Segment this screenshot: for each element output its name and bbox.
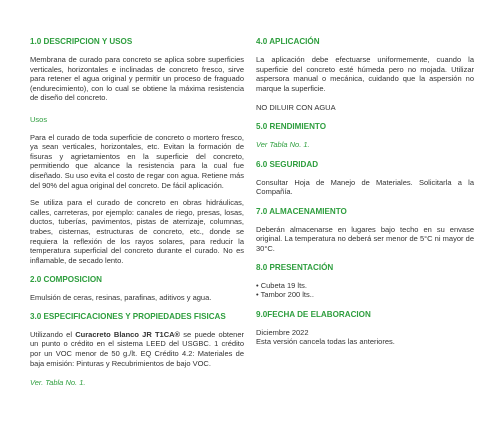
section-title-especificaciones: 3.0 ESPECIFICACIONES Y PROPIEDADES FISICAS <box>30 311 226 321</box>
especificaciones-text-a: Utilizando el <box>30 329 76 339</box>
fecha-date: Diciembre 2022 <box>256 327 309 337</box>
fecha-note: Esta versión cancela todas las anteriores. <box>256 337 395 347</box>
section-title-presentacion: 8.0 PRESENTACIÓN <box>256 262 334 272</box>
seguridad-paragraph: Consultar Hoja de Manejo de Materiales. Solicitarla a la Compañía. <box>256 177 474 197</box>
rendimiento-reference: Ver Tabla No. 1. <box>256 139 310 149</box>
composicion-paragraph: Emulsión de ceras, resinas, parafinas, aditivos y agua. <box>30 293 212 303</box>
right-column <box>256 36 474 347</box>
tabla-reference-link: Ver. Tabla No. 1. <box>30 378 86 388</box>
no-diluir-note: NO DILUIR CON AGUA <box>256 103 336 113</box>
section-title-aplicacion: 4.0 APLICACIÓN <box>256 37 320 46</box>
section-title-descripcion: 1.0 DESCRIPCION Y USOS <box>30 37 133 46</box>
descripcion-paragraph: Membrana de curado para concreto se aplica sobre superficies verticales, horizontales e inclinadas de concreto fresco, sirve para retener el agua original y permitir un proceso de fraguado (endurecimiento), con lo cual se obtiene la máxima resistencia de diseño del concreto. <box>30 55 244 103</box>
usos-paragraph-2: Se utiliza para el curado de concreto en obras hidráulicas, calles, carreteras, por ejemplo: canales de riego, presas, losas, ductos, tuberías, pavimentos, pistas de aterrizaje, columnas, trabes, cisternas, estructuras de concreto, etc., donde se requiera la reflexión de los rayos solares, para reducir la temperatura superficial del concreto durante el curado. No es inflamable, de secado lento. <box>30 198 244 265</box>
aplicacion-paragraph: La aplicación debe efectuarse uniformemente, cuando la superficie del concreto esté húmeda pero no mojada. Utilizar aspersora manual o mecánica, cuidando que la aspersión no marque la superficie. <box>256 55 474 93</box>
section-title-composicion: 2.0 COMPOSICION <box>30 275 102 285</box>
left-column <box>30 36 244 388</box>
almacenamiento-paragraph: Deberán almacenarse en lugares bajo techo en su envase original. La temperatura no deberá ser menor de 5°C ni mayor de 30°C. <box>256 224 474 253</box>
product-name: Curacreto Blanco JR T1CA® <box>75 329 181 339</box>
especificaciones-paragraph <box>30 330 244 368</box>
section-title-seguridad: 6.0 SEGURIDAD <box>256 159 319 169</box>
usos-paragraph-1: Para el curado de toda superficie de concreto o mortero fresco, ya sean verticales, horizontales, etc. Evitan la formación de fisuras y agrietamientos en la superficie del concreto, permitiendo que alcance la resistencia para la cual fue diseñado. Su uso evita el costo de regar con agua. Retiene más del 90% del agua original del concreto. De fácil aplicación. <box>30 132 244 190</box>
section-title-fecha: 9.0FECHA DE ELABORACION <box>256 309 371 319</box>
presentacion-list <box>256 281 474 300</box>
list-item: • Cubeta 19 lts. <box>256 280 307 290</box>
list-item: • Tambor 200 lts.. <box>256 290 314 300</box>
especificaciones-text-b: se puede obtener un punto o crédito en el sistema LEED del USGBC. 1 crédito por un VOC menor de 50 g./lt. EQ Crédito 4.2: Materiales de baja emisión: Pinturas y Recubrimientos de bajo VOC. <box>30 329 244 368</box>
usos-label: Usos <box>30 114 48 124</box>
section-title-rendimiento: 5.0 RENDIMIENTO <box>256 121 327 131</box>
section-title-almacenamiento: 7.0 ALMACENAMIENTO <box>256 206 347 216</box>
